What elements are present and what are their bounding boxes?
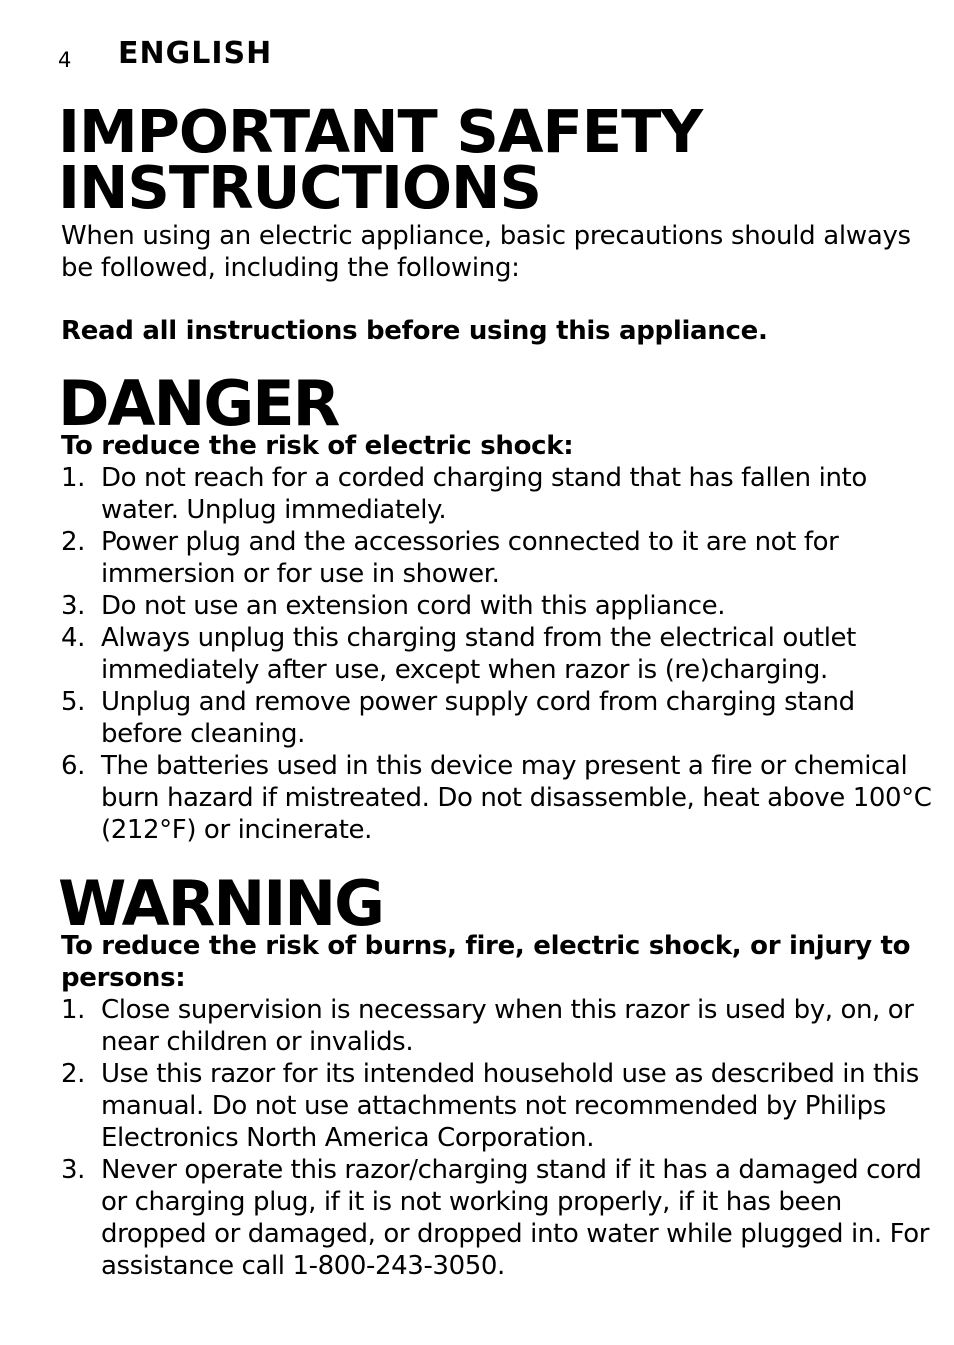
list-item xyxy=(61,526,941,590)
list-item xyxy=(61,750,941,846)
list-item-number: 6. xyxy=(61,751,86,781)
list-item xyxy=(61,462,941,526)
list-item-text: Do not reach for a corded charging stand that has fallen into water. Unplug immediately. xyxy=(101,463,867,525)
list-item-text: Close supervision is necessary when this razor is used by, on, or near children or invalids. xyxy=(101,995,914,1057)
danger-subheading: To reduce the risk of electric shock: xyxy=(61,431,574,461)
list-item-text: Power plug and the accessories connected to it are not for immersion or for use in shower. xyxy=(101,527,839,589)
list-item-number: 1. xyxy=(61,463,86,493)
list-item-text: Use this razor for its intended household use as described in this manual. Do not use attachments not recommended by Philips Electronics North America Corporation. xyxy=(101,1059,919,1153)
list-item xyxy=(61,1154,941,1282)
list-item-number: 3. xyxy=(61,591,86,621)
list-item xyxy=(61,994,941,1058)
warning-subheading: To reduce the risk of burns, fire, electric shock, or injury to persons: xyxy=(61,931,911,993)
language-label: ENGLISH xyxy=(118,36,273,71)
danger-list xyxy=(61,462,941,846)
list-item-number: 5. xyxy=(61,687,86,717)
list-item-text: Do not use an extension cord with this appliance. xyxy=(101,591,726,621)
list-item xyxy=(61,590,941,622)
page-number: 4 xyxy=(58,48,72,72)
list-item-number: 2. xyxy=(61,527,86,557)
danger-heading: DANGER xyxy=(58,367,339,440)
read-all-notice: Read all instructions before using this appliance. xyxy=(61,316,768,346)
list-item-text: Unplug and remove power supply cord from charging stand before cleaning. xyxy=(101,687,855,749)
list-item-text: Never operate this razor/charging stand if it has a damaged cord or charging plug, if it is not working properly, if it has been dropped or damaged, or dropped into water while plugged in. For assistance call 1-800-243-3050. xyxy=(101,1155,930,1281)
list-item-text: The batteries used in this device may present a fire or chemical burn hazard if mistreated. Do not disassemble, heat above 100°C (212°F) or incinerate. xyxy=(101,751,932,845)
list-item-number: 1. xyxy=(61,995,86,1025)
page-title: IMPORTANT SAFETY INSTRUCTIONS xyxy=(58,97,703,222)
list-item xyxy=(61,622,941,686)
warning-list xyxy=(61,994,941,1282)
list-item-number: 3. xyxy=(61,1155,86,1185)
list-item-number: 2. xyxy=(61,1059,86,1089)
list-item xyxy=(61,686,941,750)
list-item-number: 4. xyxy=(61,623,86,653)
warning-heading: WARNING xyxy=(58,867,384,940)
intro-paragraph: When using an electric appliance, basic precautions should always be followed, including the following: xyxy=(61,221,911,283)
list-item xyxy=(61,1058,941,1154)
list-item-text: Always unplug this charging stand from the electrical outlet immediately after use, except when razor is (re)charging. xyxy=(101,623,856,685)
